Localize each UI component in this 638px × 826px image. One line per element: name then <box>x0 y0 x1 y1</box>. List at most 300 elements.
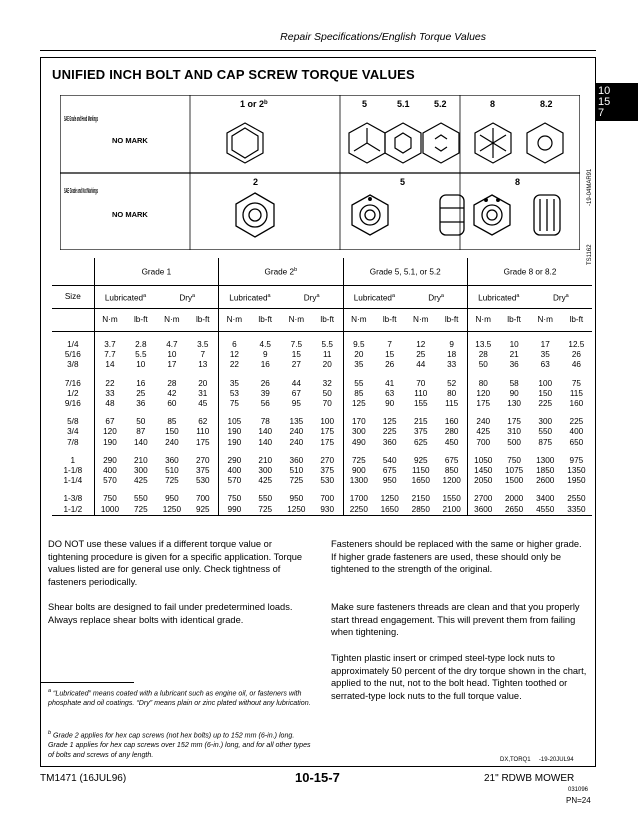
head-row-label <box>64 116 98 123</box>
torque-cell: 10 <box>167 350 177 360</box>
table-row <box>52 379 592 389</box>
footer-product: 21" RDWB MOWER <box>484 773 575 784</box>
torque-cell: 13 <box>198 360 208 370</box>
torque-cell: 15 <box>385 350 395 360</box>
torque-cell: 850 <box>444 466 459 476</box>
torque-cell: 25 <box>136 388 146 398</box>
torque-cell: 425 <box>133 476 148 486</box>
torque-cell: 550 <box>258 494 273 504</box>
doc-code-left: DX,TORQ1 <box>500 757 531 763</box>
footer-pn: PN=24 <box>566 796 591 805</box>
torque-cell: 12.5 <box>568 340 585 349</box>
torque-cell: 1850 <box>536 466 555 476</box>
torque-cell: 50 <box>467 360 498 370</box>
unit-header-nm: N·m <box>405 309 436 332</box>
torque-cell: 570 <box>94 476 125 486</box>
torque-cell: 2600 <box>536 476 555 486</box>
torque-cell: 2700 <box>467 494 498 504</box>
torque-cell: 1700 <box>343 494 374 504</box>
torque-cell: 85 <box>167 417 177 427</box>
torque-cell: 240 <box>289 427 304 437</box>
torque-cell: 100 <box>320 417 335 427</box>
torque-cell: 41 <box>385 378 395 388</box>
torque-cell: 175 <box>507 417 521 427</box>
grade-5-header <box>343 258 467 286</box>
torque-cell: 270 <box>195 455 210 465</box>
torque-cell: 17 <box>167 360 177 370</box>
torque-cell: 400 <box>94 466 125 476</box>
condition-header-text: Lubricated <box>478 293 517 303</box>
torque-cell: 2.8 <box>135 340 147 349</box>
torque-cell: 900 <box>343 466 374 476</box>
torque-cell: 9 <box>262 350 268 360</box>
torque-cell: 225 <box>382 427 397 437</box>
torque-cell: 52 <box>447 378 457 388</box>
nut-grade-2-shape <box>236 193 274 237</box>
torque-cell: 115 <box>445 399 459 409</box>
table-row <box>52 340 592 350</box>
footnote-a <box>48 686 316 708</box>
footnote-divider <box>40 682 134 683</box>
torque-cell: 11 <box>322 350 332 360</box>
torque-cell: 12 <box>416 340 426 349</box>
torque-cell: 26 <box>260 378 270 388</box>
torque-cell: 95 <box>291 399 301 409</box>
torque-cell: 120 <box>467 389 498 399</box>
torque-cell: 67 <box>94 417 125 427</box>
size-cell: 9/16 <box>64 399 81 409</box>
bolt-head-grade-1-2 <box>227 123 263 163</box>
footnote-a-mark: a <box>48 688 52 694</box>
torque-cell: 75 <box>571 378 581 388</box>
torque-cell: 425 <box>258 476 273 486</box>
torque-cell: 125 <box>343 399 374 409</box>
torque-cell: 80 <box>467 379 498 389</box>
torque-cell: 17 <box>540 340 550 349</box>
table-row <box>52 456 592 466</box>
torque-cell: 1050 <box>467 456 498 466</box>
torque-cell: 10 <box>509 340 519 349</box>
head-grade-8: 8 <box>490 99 496 109</box>
torque-cell: 110 <box>414 388 428 398</box>
torque-cell: 1250 <box>281 505 312 516</box>
condition-header-sup: a <box>565 292 569 299</box>
torque-cell: 210 <box>133 455 148 465</box>
torque-cell: 925 <box>187 505 218 516</box>
torque-cell: 5.5 <box>321 340 333 349</box>
torque-cell: 175 <box>320 427 335 437</box>
torque-cell: 63 <box>540 360 550 370</box>
head-row-label-text: SAE Grade and Head Markings <box>64 116 99 123</box>
torque-cell: 44 <box>416 360 426 370</box>
torque-cell: 225 <box>569 417 584 427</box>
grade-1-header <box>94 258 218 286</box>
torque-cell: 20 <box>322 360 332 370</box>
condition-header-dry <box>530 286 592 309</box>
no-mark-head: NO MARK <box>112 136 148 145</box>
torque-cell: 26 <box>385 360 395 370</box>
torque-cell: 675 <box>382 466 397 476</box>
table-row <box>52 389 592 399</box>
torque-cell: 500 <box>507 437 521 447</box>
table-group-spacer <box>52 332 592 341</box>
torque-table <box>52 258 592 516</box>
table-row <box>52 466 592 476</box>
torque-cell: 22 <box>219 360 250 370</box>
torque-cell: 1200 <box>442 476 461 486</box>
condition-header-dry <box>405 286 467 309</box>
torque-cell: 700 <box>467 438 498 448</box>
page-header <box>40 10 596 51</box>
doc-code-right: -19-20JUL94 <box>538 757 574 763</box>
torque-cell: 3600 <box>467 505 498 516</box>
condition-header-sup: a <box>316 292 320 299</box>
torque-cell: 400 <box>219 466 250 476</box>
torque-cell: 70 <box>322 399 332 409</box>
torque-cell: 930 <box>312 505 343 516</box>
torque-cell: 175 <box>195 437 210 447</box>
size-cell: 1-1/2 <box>52 505 94 516</box>
nut-grade-5: 5 <box>400 177 406 187</box>
condition-header-sup: a <box>516 292 520 299</box>
torque-cell: 9.5 <box>343 340 374 350</box>
torque-cell: 78 <box>260 417 270 427</box>
grade-8-header-text: Grade 8 or 8.2 <box>503 267 557 277</box>
torque-cell: 39 <box>260 388 270 398</box>
torque-cell: 530 <box>320 476 335 486</box>
torque-cell: 950 <box>382 476 397 486</box>
torque-cell: 2100 <box>436 505 467 516</box>
torque-cell: 490 <box>343 438 374 448</box>
torque-cell: 675 <box>444 455 459 465</box>
torque-cell: 700 <box>195 494 210 504</box>
torque-cell: 650 <box>569 437 584 447</box>
torque-cell: 530 <box>195 476 210 486</box>
grade-5-header-text: Grade 5, 5.1, or 5.2 <box>369 267 441 277</box>
torque-cell: 125 <box>382 417 397 427</box>
torque-cell: 875 <box>538 437 553 447</box>
condition-header-text: Dry <box>303 293 317 303</box>
torque-cell: 225 <box>538 399 553 409</box>
unit-header-lbft: lb-ft <box>250 309 281 332</box>
condition-header-text: Dry <box>179 293 193 303</box>
size-header: Size <box>52 286 94 309</box>
torque-cell: 280 <box>444 427 459 437</box>
torque-cell: 4550 <box>530 505 561 516</box>
torque-cell: 13.5 <box>467 340 498 350</box>
torque-cell: 360 <box>165 455 179 465</box>
torque-cell: 725 <box>289 476 304 486</box>
torque-cell: 290 <box>219 456 250 466</box>
size-cell: 7/16 <box>64 378 81 388</box>
torque-cell: 16 <box>260 360 270 370</box>
torque-cell: 3.7 <box>94 340 125 350</box>
torque-cell: 950 <box>289 494 304 504</box>
torque-cell: 550 <box>133 494 148 504</box>
unit-header-nm: N·m <box>94 309 125 332</box>
condition-header-lubricated <box>219 286 281 309</box>
condition-header-text: Dry <box>428 293 441 303</box>
torque-cell: 725 <box>165 476 179 486</box>
torque-cell: 26 <box>571 350 581 360</box>
torque-cell: 18 <box>447 350 457 360</box>
torque-cell: 130 <box>507 399 521 409</box>
grade-markings-diagram <box>60 95 580 250</box>
doc-code-ref <box>500 757 574 763</box>
table-group-spacer <box>52 409 592 417</box>
nut-grade-5-shape-a <box>352 195 388 235</box>
torque-cell: 925 <box>413 455 428 465</box>
torque-cell: 45 <box>198 399 208 409</box>
torque-cell: 1450 <box>467 466 498 476</box>
torque-cell: 87 <box>136 427 146 437</box>
section-tab-line: 10 <box>598 85 611 97</box>
torque-cell: 16 <box>136 378 146 388</box>
condition-header-lubricated <box>343 286 405 309</box>
torque-cell: 7.5 <box>290 340 303 349</box>
torque-cell: 1550 <box>442 494 461 504</box>
torque-cell: 1350 <box>567 466 586 476</box>
condition-header-text: Lubricated <box>353 293 392 303</box>
bolt-head-grade-8 <box>475 123 511 163</box>
torque-cell: 375 <box>195 466 210 476</box>
torque-cell: 3.5 <box>197 340 209 349</box>
torque-cell: 35 <box>219 379 250 389</box>
torque-cell: 14 <box>94 360 125 370</box>
torque-cell: 1250 <box>380 494 399 504</box>
torque-cell: 750 <box>219 494 250 504</box>
unit-header-nm: N·m <box>281 309 312 332</box>
unit-header-lbft: lb-ft <box>436 309 467 332</box>
torque-cell: 140 <box>258 427 273 437</box>
torque-cell: 1650 <box>374 505 405 516</box>
torque-cell: 105 <box>219 417 250 427</box>
torque-cell: 9 <box>449 340 454 349</box>
note-do-not-use: DO NOT use these values if a different torque value or tightening procedure is given for a specific application. Torque values listed are for general use only. Check tightness of fasteners periodically. <box>48 539 303 587</box>
torque-cell: 750 <box>507 455 521 465</box>
size-cell: 1/2 <box>67 388 79 398</box>
torque-cell: 120 <box>94 427 125 437</box>
torque-cell: 10 <box>136 360 146 370</box>
torque-cell: 20 <box>198 378 208 388</box>
torque-cell: 62 <box>198 417 208 427</box>
note-replace-fasteners: Fasteners should be replaced with the same or higher grade. If higher grade fasteners are used, these should only be tightened to the strength of the original. <box>331 539 582 574</box>
footnote-b-mark: b <box>48 730 52 736</box>
torque-cell: 42 <box>167 388 177 398</box>
torque-cell: 240 <box>289 437 304 447</box>
note-clean-threads: Make sure fasteners threads are clean and that you properly start thread engagement. This will prevent them from failing when tightening. <box>331 602 580 637</box>
unit-header-lbft: lb-ft <box>312 309 343 332</box>
footer-small-code: 031096 <box>568 787 589 793</box>
head-grade-8-2: 8.2 <box>540 99 553 109</box>
table-row <box>52 427 592 437</box>
size-cell: 5/16 <box>64 350 81 360</box>
torque-cell: 12 <box>219 350 250 360</box>
unit-header-lbft: lb-ft <box>499 309 530 332</box>
torque-cell: 115 <box>569 388 583 398</box>
table-group-spacer <box>52 486 592 494</box>
torque-cell: 450 <box>444 437 459 447</box>
torque-cell: 625 <box>413 437 428 447</box>
torque-cell: 1150 <box>411 466 430 476</box>
torque-cell: 46 <box>571 360 581 370</box>
no-mark-nut: NO MARK <box>112 210 148 219</box>
unit-header-nm: N·m <box>343 309 374 332</box>
torque-cell: 44 <box>291 378 301 388</box>
nut-grade-8-shape-a <box>474 195 510 235</box>
torque-cell: 175 <box>320 437 335 447</box>
torque-cell: 33 <box>447 360 457 370</box>
torque-cell: 3400 <box>536 494 555 504</box>
unit-header-lbft: lb-ft <box>125 309 156 332</box>
torque-cell: 28 <box>167 378 177 388</box>
nut-row-label-text: SAE Grade and Nut Markings <box>64 188 99 195</box>
table-row <box>52 399 592 409</box>
torque-cell: 31 <box>198 388 208 398</box>
torque-cell: 140 <box>133 437 148 447</box>
torque-cell: 2050 <box>467 476 498 486</box>
torque-cell: 21 <box>509 350 519 360</box>
torque-cell: 190 <box>94 438 125 448</box>
torque-cell: 33 <box>94 389 125 399</box>
footnote-b-text: Grade 2 applies for hex cap screws (not hex bolts) up to 152 mm (6-in.) long. Grade 1 applies for hex cap screws over 152 mm (6-in.) long, and for all other types of bolts and screws of any length. <box>48 731 311 760</box>
head-grade-1-2-sup: b <box>264 100 268 106</box>
torque-cell: 150 <box>538 388 553 398</box>
table-group-spacer <box>52 371 592 379</box>
nut-grade-2: 2 <box>253 177 259 187</box>
torque-cell: 140 <box>258 437 273 447</box>
torque-cell: 1500 <box>505 476 524 486</box>
torque-cell: 190 <box>219 438 250 448</box>
grade-2-header-text: Grade 2 <box>264 267 295 277</box>
condition-header-sup: a <box>391 292 396 299</box>
unit-header-lbft: lb-ft <box>561 309 592 332</box>
torque-cell: 70 <box>416 378 426 388</box>
figure-code-date: -19-04MAR91 <box>587 168 593 206</box>
table-row <box>52 505 592 516</box>
note-shear-bolts: Shear bolts are designed to fail under predetermined loads. Always replace shear bolts with identical grade. <box>48 602 293 625</box>
torque-cell: 4.7 <box>166 340 178 349</box>
torque-cell: 725 <box>343 456 374 466</box>
size-cell: 5/8 <box>67 417 79 427</box>
section-tab-line: 15 <box>598 96 611 108</box>
condition-header-text: Lubricated <box>229 293 268 303</box>
torque-cell: 300 <box>343 427 374 437</box>
unit-header-nm: N·m <box>467 309 498 332</box>
torque-cell: 425 <box>467 427 498 437</box>
table-row <box>52 494 592 504</box>
torque-cell: 7 <box>200 350 206 360</box>
torque-cell: 300 <box>133 466 148 476</box>
unit-header-nm: N·m <box>219 309 250 332</box>
torque-cell: 100 <box>538 378 553 388</box>
torque-cell: 50 <box>322 388 332 398</box>
bolt-head-grade-5 <box>349 123 385 163</box>
torque-cell: 58 <box>509 378 519 388</box>
torque-cell: 360 <box>289 455 304 465</box>
condition-header-dry <box>281 286 343 309</box>
size-cell: 1 <box>70 455 76 465</box>
torque-cell: 150 <box>165 427 179 437</box>
table-row <box>52 438 592 448</box>
torque-cell: 360 <box>382 437 397 447</box>
head-grade-5-2: 5.2 <box>434 99 447 109</box>
torque-cell: 1650 <box>411 476 430 486</box>
torque-cell: 6 <box>219 340 250 350</box>
torque-cell: 375 <box>413 427 428 437</box>
torque-cell: 67 <box>291 388 301 398</box>
torque-cell: 240 <box>467 417 498 427</box>
section-tab <box>596 83 638 121</box>
condition-header-dry <box>156 286 218 309</box>
torque-cell: 60 <box>167 399 177 409</box>
torque-cell: 300 <box>538 417 553 427</box>
condition-header-text: Dry <box>552 293 566 303</box>
size-cell: 1-3/8 <box>63 494 83 504</box>
torque-cell: 990 <box>219 505 250 516</box>
size-cell: 3/8 <box>67 360 79 370</box>
size-cell: 1/4 <box>67 340 79 349</box>
footer-manual-id: TM1471 (16JUL96) <box>40 773 127 784</box>
torque-cell: 190 <box>219 427 250 437</box>
torque-cell: 35 <box>540 350 550 360</box>
table-header-conditions <box>52 286 592 309</box>
head-grade-1-2 <box>240 99 268 109</box>
torque-cell: 215 <box>413 417 428 427</box>
torque-cell: 1075 <box>505 466 524 476</box>
torque-cell: 1300 <box>343 476 374 486</box>
torque-cell: 1950 <box>567 476 586 486</box>
torque-cell: 550 <box>538 427 553 437</box>
torque-cell: 22 <box>94 379 125 389</box>
condition-header-sup: a <box>267 292 271 299</box>
torque-cell: 2000 <box>505 494 524 504</box>
torque-cell: 7 <box>387 340 392 349</box>
table-header-units <box>52 309 592 332</box>
torque-cell: 25 <box>416 350 426 360</box>
condition-header-sup: a <box>143 292 147 299</box>
condition-header-lubricated <box>467 286 529 309</box>
torque-cell: 15 <box>291 350 301 360</box>
section-tab-line: 7 <box>598 107 605 119</box>
torque-cell: 975 <box>569 455 584 465</box>
size-cell: 1-1/8 <box>63 466 83 476</box>
torque-cell: 28 <box>467 350 498 360</box>
torque-cell: 510 <box>165 466 179 476</box>
torque-cell: 570 <box>219 476 250 486</box>
bolt-head-grade-5-1 <box>385 123 421 163</box>
table-header-grades <box>52 258 592 286</box>
torque-cell: 90 <box>509 388 519 398</box>
torque-cell: 75 <box>219 399 250 409</box>
torque-cell: 510 <box>289 466 304 476</box>
torque-cell: 400 <box>569 427 584 437</box>
head-grade-1-2-text: 1 or 2 <box>240 99 265 109</box>
table-row <box>52 360 592 370</box>
torque-cell: 170 <box>343 417 374 427</box>
torque-cell: 290 <box>94 456 125 466</box>
grade-2-header-sup: b <box>294 267 298 274</box>
torque-cell: 36 <box>509 360 519 370</box>
grade-2-header <box>219 258 343 286</box>
torque-cell: 50 <box>136 417 146 427</box>
torque-cell: 160 <box>444 417 459 427</box>
torque-cell: 63 <box>385 388 395 398</box>
bolt-head-grade-5-2 <box>423 123 459 163</box>
size-cell: 3/4 <box>67 427 79 437</box>
torque-cell: 80 <box>447 388 457 398</box>
size-cell: 7/8 <box>67 437 79 447</box>
